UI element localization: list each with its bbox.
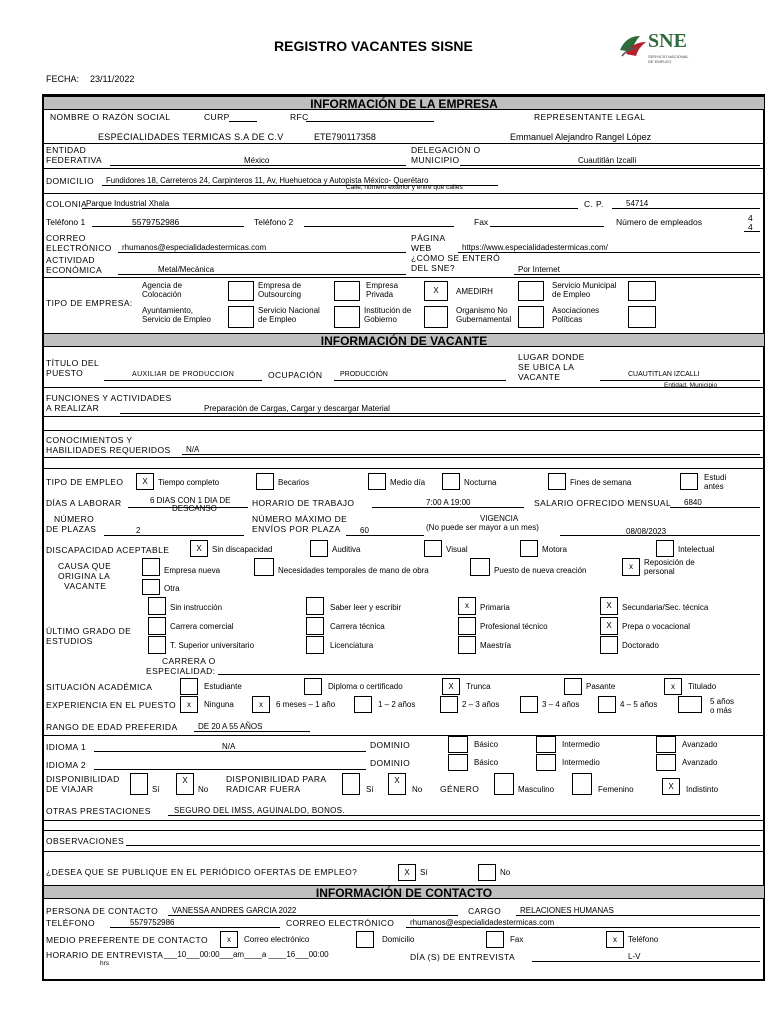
outsourcing-checkbox[interactable] <box>334 281 360 301</box>
sin-instr-label: Sin instrucción <box>170 603 223 612</box>
viajar-label: DISPONIBILIDAD DE VIAJAR <box>46 774 120 794</box>
nocturna-checkbox[interactable] <box>442 473 460 490</box>
fecha-label: FECHA: <box>46 74 80 84</box>
tipo-empresa-label: TIPO DE EMPRESA: <box>46 298 133 308</box>
idioma1-value[interactable]: N/A <box>222 742 236 751</box>
leer-checkbox[interactable] <box>306 597 324 615</box>
sne-logo <box>618 30 708 66</box>
otra-checkbox[interactable] <box>142 579 160 595</box>
telefono-label: TELÉFONO <box>46 918 96 928</box>
titulo-label: TÍTULO DEL PUESTO <box>46 358 100 378</box>
medio-label: MEDIO PREFERENTE DE CONTACTO <box>46 935 209 945</box>
medio-correo-label: Correo electrónico <box>244 935 310 944</box>
becarios-label: Becarios <box>278 478 310 487</box>
intermedio1-checkbox[interactable] <box>536 736 556 753</box>
politicas-checkbox[interactable] <box>628 306 656 328</box>
cuatro-cinco-checkbox[interactable] <box>598 696 616 713</box>
sne-logo-text: SNE <box>648 30 687 52</box>
tecnica-label: Carrera técnica <box>330 622 385 631</box>
prestaciones-label: OTRAS PRESTACIONES <box>46 806 151 816</box>
form-frame <box>42 94 765 981</box>
empleados-value-a[interactable]: 4 <box>748 213 753 223</box>
medio-telefono-label: Teléfono <box>628 935 659 944</box>
agencia-label: Agencia de Colocación <box>142 281 183 299</box>
uno-dos-checkbox[interactable] <box>354 696 372 713</box>
maestria-checkbox[interactable] <box>458 636 476 654</box>
horario-label: HORARIO DE TRABAJO <box>252 498 355 508</box>
persona-label: PERSONA DE CONTACTO <box>46 906 159 916</box>
basico1-label: Básico <box>474 740 499 749</box>
leer-label: Saber leer y escribir <box>330 603 402 612</box>
medio-fax-checkbox[interactable] <box>486 931 504 948</box>
nacional-label: Servicio Nacional de Empleo <box>258 306 320 324</box>
ayuntamiento-label: Ayuntamiento, Servicio de Empleo <box>142 306 211 324</box>
sne-leaf-icon <box>618 32 648 58</box>
salario-value[interactable]: 6840 <box>684 498 702 507</box>
radicar-si-checkbox[interactable] <box>342 773 360 795</box>
prof-tec-checkbox[interactable] <box>458 617 476 635</box>
curp-label: CURP <box>204 112 230 122</box>
auditiva-label: Auditiva <box>332 545 361 554</box>
femenino-label: Femenino <box>598 785 634 794</box>
idioma1-label: IDIOMA 1 <box>46 742 87 752</box>
empresa-nueva-checkbox[interactable] <box>142 558 160 576</box>
rfc-label: RFC <box>290 112 309 122</box>
comercial-label: Carrera comercial <box>170 622 234 631</box>
delegacion-label: DELEGACIÓN O MUNICIPIO <box>411 145 481 165</box>
femenino-checkbox[interactable] <box>572 773 592 795</box>
gobierno-label: Institución de Gobierno <box>364 306 412 324</box>
doctorado-label: Doctorado <box>622 641 659 650</box>
ninguna-label: Ninguna <box>204 700 234 709</box>
doctorado-checkbox[interactable] <box>600 636 618 654</box>
dos-tres-label: 2 – 3 años <box>462 700 500 709</box>
envios-label: NÚMERO MÁXIMO DE ENVÍOS POR PLAZA <box>252 514 348 534</box>
entidad-value[interactable]: México <box>244 156 270 165</box>
basico1-checkbox[interactable] <box>448 736 468 753</box>
conocimientos-label: CONOCIMIENTOS Y HABILIDADES REQUERIDOS <box>46 435 171 455</box>
politicas-label: Asociaciones Políticas <box>552 306 600 324</box>
colonia-label: COLONIA <box>46 199 88 209</box>
amedirh-checkbox[interactable] <box>518 281 544 301</box>
basico2-label: Básico <box>474 758 499 767</box>
domicilio-hint: Calle, número exterior y entre que calles <box>346 184 463 191</box>
section-empresa: INFORMACIÓN DE LA EMPRESA <box>44 96 764 110</box>
tipo-empleo-label: TIPO DE EMPLEO <box>46 477 124 487</box>
motora-checkbox[interactable] <box>520 540 538 557</box>
fines-label: Fines de semana <box>570 478 632 487</box>
secundaria-label: Secundaria/Sec. técnica <box>622 603 709 612</box>
empleados-value-b[interactable]: 4 <box>748 222 753 232</box>
dias-entrevista-label: DÍA (S) DE ENTREVISTA <box>410 952 516 962</box>
sne-logo-sub1: SERVICIO NACIONAL <box>648 54 689 59</box>
viajar-si-checkbox[interactable] <box>130 773 148 795</box>
avanzado1-label: Avanzado <box>682 740 718 749</box>
dominio1-label: DOMINIO <box>370 740 411 750</box>
conocimientos-value[interactable]: N/A <box>186 445 200 454</box>
estudiante-checkbox[interactable] <box>180 678 198 695</box>
maestria-label: Maestría <box>480 641 512 650</box>
domicilio-value[interactable]: Fundidores 18, Carreteros 24, Carpinteros 11, Av, Huehuetoca y Autopista México- Querétaro <box>106 176 429 185</box>
municipal-checkbox[interactable] <box>628 281 656 301</box>
estudiantes-checkbox[interactable] <box>680 473 698 490</box>
radicar-no-checkbox[interactable]: X <box>388 773 406 795</box>
empresa-nueva-label: Empresa nueva <box>164 566 221 575</box>
domicilio-label: DOMICILIO <box>46 176 94 186</box>
radicar-si-label: Sí <box>366 785 374 794</box>
discapacidad-label: DISCAPACIDAD ACEPTABLE <box>46 545 170 555</box>
cp-value[interactable]: 54714 <box>626 199 649 208</box>
sne-value[interactable]: Por Internet <box>518 265 560 274</box>
envios-value[interactable]: 60 <box>360 526 369 535</box>
tsu-checkbox[interactable] <box>148 636 166 654</box>
motora-label: Motora <box>542 545 567 554</box>
rfc-value[interactable]: ETE790117358 <box>314 132 376 142</box>
causa-label: CAUSA QUE ORIGINA LA VACANTE <box>58 561 112 591</box>
cargo-label: CARGO <box>468 906 502 916</box>
intelectual-checkbox[interactable] <box>656 540 674 557</box>
correo-contacto-label: CORREO ELECTRÓNICO <box>286 918 395 928</box>
sne-logo-sub2: DE EMPLEO <box>648 59 672 64</box>
prestaciones-value[interactable]: SEGURO DEL IMSS, AGUINALDO, BONOS. <box>174 806 345 815</box>
nuevo-puesto-checkbox[interactable] <box>470 558 490 576</box>
auditiva-checkbox[interactable] <box>310 540 328 557</box>
sin-disc-checkbox[interactable]: X <box>190 540 208 557</box>
primaria-checkbox[interactable]: x <box>458 597 476 615</box>
nuevo-puesto-label: Puesto de nueva creación <box>494 566 587 575</box>
municipio-value[interactable]: Cuautitlán Izcalli <box>578 156 637 165</box>
avanzado2-checkbox[interactable] <box>656 754 676 771</box>
salario-label: SALARIO OFRECIDO MENSUAL <box>534 498 672 508</box>
gobierno-checkbox[interactable] <box>424 306 448 328</box>
viajar-si-label: Sí <box>152 785 160 794</box>
web-label: PÁGINA WEB <box>411 233 446 253</box>
fecha-value: 23/11/2022 <box>90 74 135 84</box>
genero-label: GÉNERO <box>440 784 480 794</box>
dias-label: DÍAS A LABORAR <box>46 498 122 508</box>
web-value[interactable]: https://www.especialidadestermicas.com/ <box>462 243 608 252</box>
tres-cuatro-checkbox[interactable] <box>520 696 538 713</box>
prof-tec-label: Profesional técnico <box>480 622 548 631</box>
nacional-checkbox[interactable] <box>334 306 360 328</box>
trunca-label: Trunca <box>466 682 491 691</box>
nocturna-label: Nocturna <box>464 478 497 487</box>
titulado-label: Titulado <box>688 682 717 691</box>
temporales-checkbox[interactable] <box>254 558 274 576</box>
cinco-label: 5 años o más <box>710 697 735 713</box>
viajar-no-label: No <box>198 785 209 794</box>
medio-telefono-checkbox[interactable]: x <box>606 931 624 948</box>
dias-value[interactable]: 6 DIAS CON 1 DIA DE DESCANSO <box>150 496 231 513</box>
tel2-label: Teléfono 2 <box>254 217 294 227</box>
correo-value[interactable]: rhumanos@especialidadestermicas.com <box>122 243 267 252</box>
medio-domicilio-checkbox[interactable] <box>356 931 374 948</box>
tres-cuatro-label: 3 – 4 años <box>542 700 580 709</box>
nombre-value[interactable]: ESPECIALIDADES TERMICAS S.A DE C.V <box>98 132 284 142</box>
medio-label: Medio día <box>390 478 426 487</box>
ayuntamiento-checkbox[interactable] <box>228 306 254 328</box>
representante-value[interactable]: Emmanuel Alejandro Rangel López <box>510 132 652 142</box>
idioma2-label: IDIOMA 2 <box>46 760 87 770</box>
basico2-checkbox[interactable] <box>448 754 468 771</box>
comercial-checkbox[interactable] <box>148 617 166 635</box>
privada-checkbox[interactable]: X <box>424 281 448 301</box>
section-vacante: INFORMACIÓN DE VACANTE <box>44 333 764 347</box>
lugar-hint: Entidad, Municipio <box>664 382 718 389</box>
viajar-no-checkbox[interactable]: X <box>176 773 194 795</box>
plazas-label: NÚMERO DE PLAZAS <box>46 514 97 534</box>
ocupacion-label: OCUPACIÓN <box>268 370 323 380</box>
entidad-label: ENTIDAD FEDERATIVA <box>46 145 103 165</box>
tecnica-checkbox[interactable] <box>306 617 324 635</box>
lugar-label: LUGAR DONDE SE UBICA LA VACANTE <box>518 352 585 382</box>
avanzado2-label: Avanzado <box>682 758 718 767</box>
ong-checkbox[interactable] <box>518 306 544 328</box>
intermedio1-label: Intermedio <box>562 740 600 749</box>
persona-value[interactable]: VANESSA ANDRES GARCIA 2022 <box>172 906 297 915</box>
primaria-label: Primaria <box>480 603 510 612</box>
intelectual-label: Intelectual <box>678 545 715 554</box>
cinco-checkbox[interactable] <box>678 696 702 713</box>
tsu-label: T. Superior universitario <box>170 641 255 650</box>
indistinto-checkbox[interactable]: X <box>662 778 680 795</box>
correo-label: CORREO ELECTRÓNICO <box>46 233 112 253</box>
completo-label: Tiempo completo <box>158 478 220 487</box>
rep-label: REPRESENTANTE LEGAL <box>534 112 646 122</box>
ocupacion-value[interactable]: PRODUCCIÓN <box>340 371 388 378</box>
carrera-label: CARRERA O ESPECIALIDAD: <box>146 656 216 676</box>
nombre-label: NOMBRE O RAZÓN SOCIAL <box>50 112 171 122</box>
visual-label: Visual <box>446 545 468 554</box>
prepa-checkbox[interactable]: X <box>600 617 618 635</box>
situacion-label: SITUACIÓN ACADÉMICA <box>46 682 153 692</box>
masculino-label: Masculino <box>518 785 555 794</box>
medio-fax-label: Fax <box>510 935 524 944</box>
cargo-value[interactable]: RELACIONES HUMANAS <box>520 906 614 915</box>
titulo-value[interactable]: AUXILIAR DE PRODUCCION <box>132 371 235 378</box>
tel1-value[interactable]: 5579752986 <box>132 217 180 227</box>
empleados-label: Número de empleados <box>616 217 702 227</box>
amedirh-label: AMEDIRH <box>456 287 493 296</box>
dias-entrevista-value[interactable]: L-V <box>628 952 641 961</box>
agencia-checkbox[interactable] <box>228 281 254 301</box>
sne-label: ¿CÓMO SE ENTERÓ DEL SNE? <box>411 253 501 273</box>
reposicion-label: Reposición de personal <box>644 558 695 576</box>
funciones-label: FUNCIONES Y ACTIVIDADES A REALIZAR <box>46 393 172 413</box>
lugar-value[interactable]: CUAUTITLAN IZCALLI <box>628 371 700 378</box>
indistinto-label: Indistinto <box>686 785 719 794</box>
colonia-value[interactable]: Parque Industrial Xhala <box>86 199 170 208</box>
fax-label: Fax <box>474 217 489 227</box>
estudiante-label: Estudiante <box>204 682 242 691</box>
visual-checkbox[interactable] <box>424 540 442 557</box>
privada-label: Empresa Privada <box>366 281 399 299</box>
licenciatura-checkbox[interactable] <box>306 636 324 654</box>
ong-label: Organismo No Gubernamental <box>456 306 512 324</box>
titulado-checkbox[interactable]: x <box>664 678 682 695</box>
reposicion-checkbox[interactable]: x <box>622 558 640 576</box>
vigencia-value[interactable]: 08/08/2023 <box>626 527 667 536</box>
seis-checkbox[interactable]: x <box>252 696 270 713</box>
pasante-label: Pasante <box>586 682 616 691</box>
dominio2-label: DOMINIO <box>370 758 411 768</box>
medio-correo-checkbox[interactable]: x <box>220 931 238 948</box>
funciones-value[interactable]: Preparación de Cargas, Cargar y descargar Material <box>204 404 390 413</box>
grado-label: ÚLTIMO GRADO DE ESTUDIOS <box>46 626 132 646</box>
observaciones-label: OBSERVACIONES <box>46 836 125 846</box>
becarios-checkbox[interactable] <box>256 473 274 490</box>
dos-tres-checkbox[interactable] <box>440 696 458 713</box>
sin-disc-label: Sin discapacidad <box>212 545 273 554</box>
horario-value[interactable]: 7:00 A 19:00 <box>426 498 471 507</box>
sin-instr-checkbox[interactable] <box>148 597 166 615</box>
licenciatura-label: Licenciatura <box>330 641 374 650</box>
publica-si-checkbox[interactable]: X <box>398 864 416 881</box>
diploma-checkbox[interactable] <box>304 678 322 695</box>
seis-label: 6 meses – 1 año <box>276 700 336 709</box>
trunca-checkbox[interactable]: X <box>442 678 460 695</box>
medio-domicilio-label: Domicilio <box>382 935 415 944</box>
edad-value[interactable]: DE 20 A 55 AÑOS <box>198 722 263 731</box>
ninguna-checkbox[interactable]: x <box>180 696 198 713</box>
experiencia-label: EXPERIENCIA EN EL PUESTO <box>46 700 177 710</box>
section-contacto: INFORMACIÓN DE CONTACTO <box>44 885 764 899</box>
otra-label: Otra <box>164 584 180 593</box>
publica-label: ¿DESEA QUE SE PUBLIQUE EN EL PERIÓDICO OFERTAS DE EMPLEO? <box>46 867 358 877</box>
horario-entrevista-label: HORARIO DE ENTREVISTA <box>46 950 164 960</box>
medio-checkbox[interactable] <box>368 473 386 490</box>
hrs-label: hrs <box>100 960 110 966</box>
intermedio2-checkbox[interactable] <box>536 754 556 771</box>
publica-no-checkbox[interactable] <box>478 864 496 881</box>
prepa-label: Prepa o vocacional <box>622 622 691 631</box>
fines-checkbox[interactable] <box>548 473 566 490</box>
estudiantes-label: Estudi antes <box>704 473 727 491</box>
completo-checkbox[interactable]: X <box>136 473 154 490</box>
publica-no-label: No <box>500 868 511 877</box>
radicar-no-label: No <box>412 785 423 794</box>
correo-contacto-value[interactable]: rhumanos@especialidadestermicas.com <box>410 918 555 927</box>
outsourcing-label: Empresa de Outsourcing <box>258 281 302 299</box>
diploma-label: Diploma o certificado <box>328 682 403 691</box>
actividad-label: ACTIVIDAD ECONÓMICA <box>46 255 103 275</box>
avanzado1-checkbox[interactable] <box>656 736 676 753</box>
radicar-label: DISPONIBILIDAD PARA RADICAR FUERA <box>226 774 327 794</box>
municipal-label: Servicio Municipal de Empleo <box>552 281 617 299</box>
plazas-value[interactable]: 2 <box>136 526 141 535</box>
cp-label: C. P. <box>584 199 604 209</box>
telefono-value[interactable]: 5579752986 <box>130 918 175 927</box>
horario-entrevista-value[interactable]: ___10___00:00___am____a ____16___00:00 <box>164 950 329 959</box>
uno-dos-label: 1 – 2 años <box>378 700 416 709</box>
masculino-checkbox[interactable] <box>494 773 514 795</box>
cuatro-cinco-label: 4 – 5 años <box>620 700 658 709</box>
tel1-label: Teléfono 1 <box>46 217 86 227</box>
secundaria-checkbox[interactable]: X <box>600 597 618 615</box>
temporales-label: Necesidades temporales de mano de obra <box>278 566 429 575</box>
publica-si-label: Sí <box>420 868 428 877</box>
actividad-value[interactable]: Metal/Mecánica <box>158 265 215 274</box>
edad-label: RANGO DE EDAD PREFERIDA <box>46 722 178 732</box>
pasante-checkbox[interactable] <box>564 678 582 695</box>
page-title: REGISTRO VACANTES SISNE <box>274 38 473 54</box>
intermedio2-label: Intermedio <box>562 758 600 767</box>
vigencia-label: VIGENCIA (No puede ser mayor a un mes) <box>426 514 539 532</box>
